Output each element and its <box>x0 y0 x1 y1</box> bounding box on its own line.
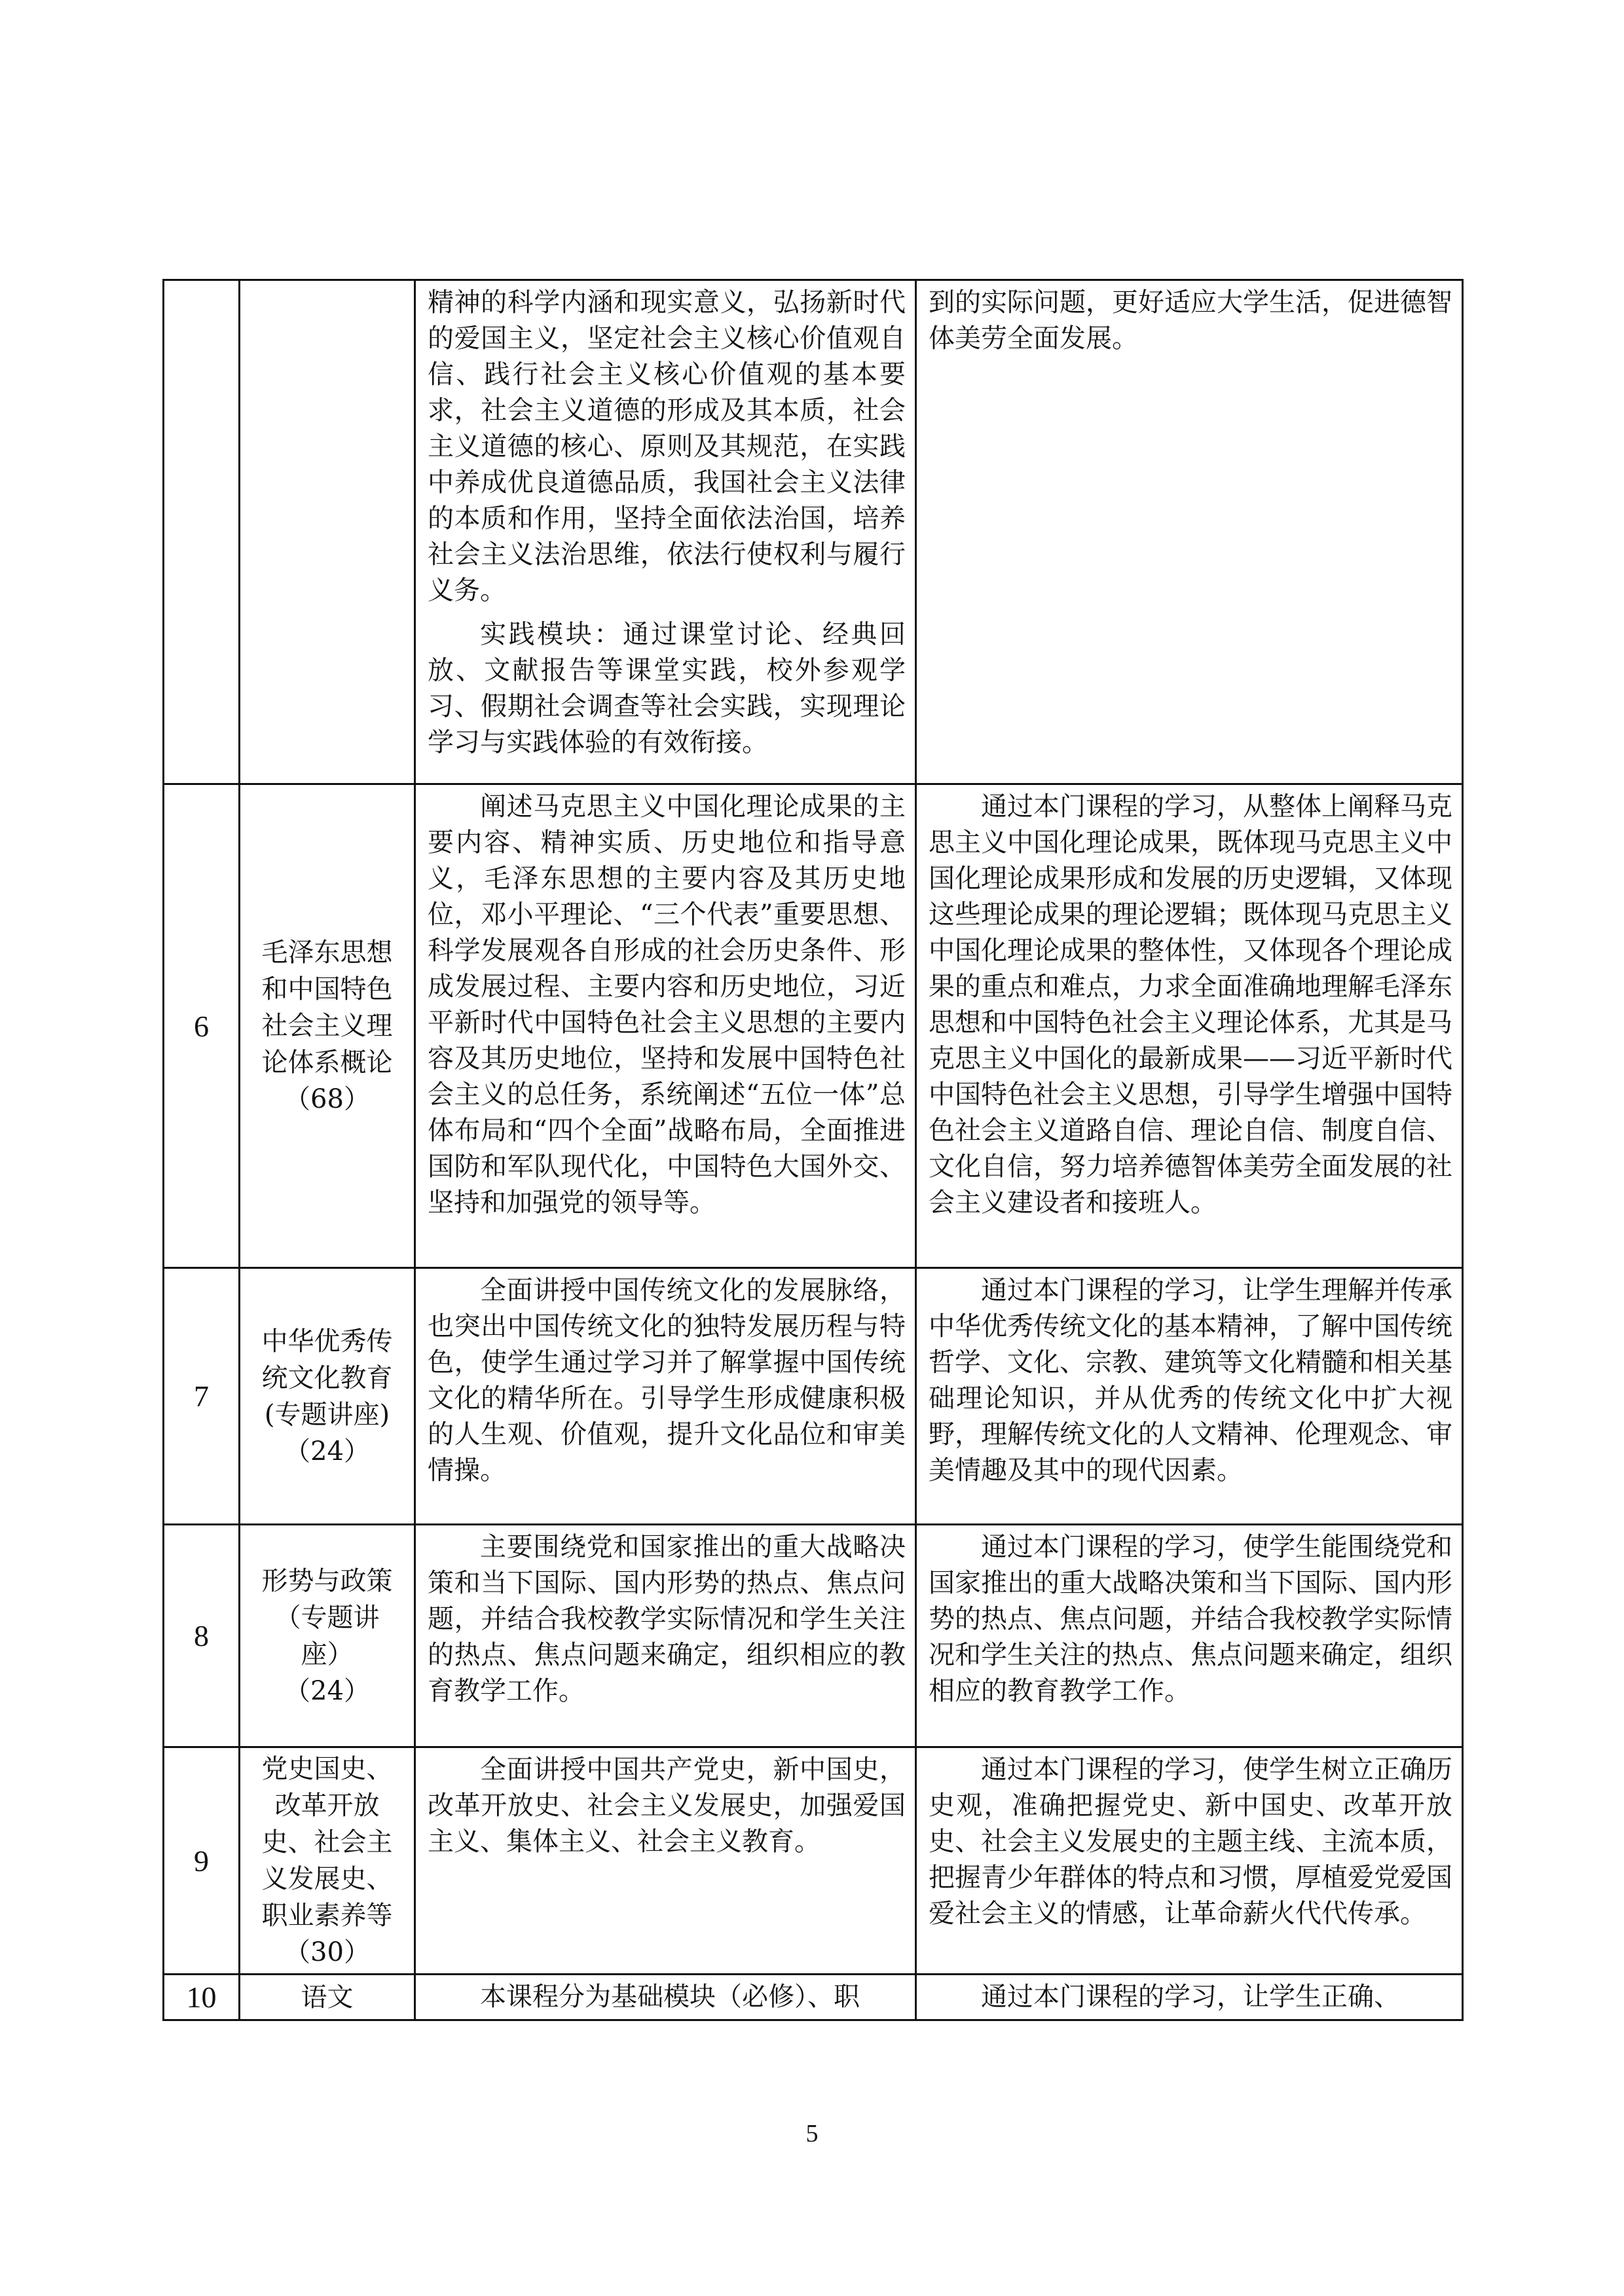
course-number: 6 <box>164 784 240 1268</box>
course-content-cell <box>415 1268 916 1525</box>
course-content-paragraph: 主要围绕党和国家推出的重大战略决策和当下国际、国内形势的热点、焦点问题，并结合我校教学实际情况和学生关注的热点、焦点问题来确定，组织相应的教育教学工作。 <box>428 1532 906 1706</box>
course-name-line: 中华优秀传 <box>261 1326 393 1357</box>
course-name-line: （专题讲 <box>274 1602 380 1633</box>
course-name <box>240 932 414 1120</box>
course-goal-cell <box>916 1268 1463 1525</box>
course-name-line: 社会主义理 <box>261 1011 393 1041</box>
course-content-cell <box>415 1975 916 2020</box>
course-name <box>240 1321 414 1472</box>
course-name-line: （24） <box>284 1436 370 1467</box>
course-name-line: 毛泽东思想 <box>261 938 393 968</box>
course-row <box>164 1525 1463 1747</box>
course-name-line: 改革开放 <box>274 1791 380 1821</box>
course-name <box>240 1977 414 2018</box>
course-content-paragraph: 本课程分为基础模块（必修）、职 <box>480 1982 860 2012</box>
course-content-paragraph: 全面讲授中国传统文化的发展脉络，也突出中国传统文化的独特发展历程与特色，使学生通过学习并了解掌握中国传统文化的精华所在。引导学生形成健康积极的人生观、价值观，提升文化品位和审美情操。 <box>428 1275 906 1485</box>
course-name-line: （68） <box>284 1084 370 1114</box>
course-content-cell <box>415 784 916 1268</box>
course-goal-paragraph: 通过本门课程的学习，让学生理解并传承中华优秀传统文化的基本精神，了解中国传统哲学、文化、宗教、建筑等文化精髓和相关基础理论知识，并从优秀的传统文化中扩大视野，理解传统文化的人文精神、伦理观念、审美情趣及其中的现代因素。 <box>929 1275 1452 1485</box>
course-name-line: 史、社会主 <box>261 1827 393 1857</box>
course-row <box>164 1268 1463 1525</box>
course-name-line: 和中国特色 <box>261 974 393 1004</box>
course-name-line: 形势与政策 <box>261 1565 393 1596</box>
course-name-line: 党史国史、 <box>261 1754 393 1784</box>
course-content-cell <box>415 1747 916 1975</box>
course-number <box>164 280 240 784</box>
course-number: 10 <box>164 1975 240 2020</box>
course-row <box>164 1747 1463 1975</box>
course-name-cell <box>240 784 415 1268</box>
course-name <box>240 1560 414 1712</box>
course-name-cell <box>240 1975 415 2020</box>
course-name-line: 论体系概论 <box>261 1048 393 1078</box>
course-name <box>240 1748 414 1973</box>
course-content-paragraph: 精神的科学内涵和现实意义，弘扬新时代的爱国主义，坚定社会主义核心价值观自信、践行社会主义核心价值观的基本要求，社会主义道德的形成及其本质，社会主义道德的核心、原则及其规范，在实践中养成优良道德品质，我国社会主义法律的本质和作用，坚持全面依法治国，培养社会主义法治思维，依法行使权利与履行义务。 <box>428 287 906 606</box>
course-goal-cell <box>916 784 1463 1268</box>
course-goal-paragraph: 通过本门课程的学习，让学生正确、 <box>981 1982 1400 2012</box>
course-name-line: (专题讲座) <box>264 1399 390 1430</box>
course-table <box>162 279 1464 2021</box>
course-name-line: （24） <box>284 1675 370 1706</box>
course-content-paragraph: 阐述马克思主义中国化理论成果的主要内容、精神实质、历史地位和指导意义，毛泽东思想的主要内容及其历史地位，邓小平理论、“三个代表”重要思想、科学发展观各自形成的社会历史条件、形成发展过程、主要内容和历史地位，习近平新时代中国特色社会主义思想的主要内容及其历史地位，坚持和发展中国特色社会主义的总任务，系统阐述“五位一体”总体布局和“四个全面”战略布局，全面推进国防和军队现代化，中国特色大国外交、坚持和加强党的领导等。 <box>428 792 906 1218</box>
course-goal-paragraph: 通过本门课程的学习，从整体上阐释马克思主义中国化理论成果，既体现马克思主义中国化理论成果形成和发展的历史逻辑，又体现这些理论成果的理论逻辑；既体现马克思主义中国化理论成果的整体性，又体现各个理论成果的重点和难点，力求全面准确地理解毛泽东思想和中国特色社会主义理论体系，尤其是马克思主义中国化的最新成果——习近平新时代中国特色社会主义思想，引导学生增强中国特色社会主义道路自信、理论自信、制度自信、文化自信，努力培养德智体美劳全面发展的社会主义建设者和接班人。 <box>929 792 1452 1218</box>
course-name-line: 座） <box>301 1639 354 1669</box>
course-number: 9 <box>164 1747 240 1975</box>
course-name-line: 语文 <box>301 1982 354 2013</box>
course-goal-cell <box>916 1525 1463 1747</box>
course-content-paragraph: 全面讲授中国共产党史，新中国史，改革开放史、社会主义发展史，加强爱国主义、集体主义、社会主义教育。 <box>428 1755 906 1857</box>
course-goal-cell <box>916 1975 1463 2020</box>
course-name <box>240 530 414 535</box>
course-row <box>164 1975 1463 2020</box>
course-number: 8 <box>164 1525 240 1747</box>
course-name-cell <box>240 1747 415 1975</box>
course-content-cell <box>415 280 916 784</box>
course-goal-cell <box>916 280 1463 784</box>
course-content-paragraph: 实践模块：通过课堂讨论、经典回放、文献报告等课堂实践，校外参观学习、假期社会调查等社会实践，实现理论学习与实践体验的有效衔接。 <box>428 619 906 757</box>
course-name-cell <box>240 1268 415 1525</box>
course-name-line: （30） <box>284 1937 370 1967</box>
course-name-line: 义发展史、 <box>261 1864 393 1894</box>
course-goal-cell <box>916 1747 1463 1975</box>
page-number: 5 <box>805 2120 819 2147</box>
course-goal-paragraph: 到的实际问题，更好适应大学生活，促进德智体美劳全面发展。 <box>929 287 1452 354</box>
course-name-cell <box>240 1525 415 1747</box>
course-content-cell <box>415 1525 916 1747</box>
course-table-body <box>164 280 1463 2020</box>
course-goal-paragraph: 通过本门课程的学习，使学生树立正确历史观，准确把握党史、新中国史、改革开放史、社会主义发展史的主题主线、主流本质，把握青少年群体的特点和习惯，厚植爱党爱国爱社会主义的情感，让革命薪火代代传承。 <box>929 1755 1452 1929</box>
course-row <box>164 280 1463 784</box>
course-name-line: 职业素养等 <box>261 1901 393 1931</box>
course-number: 7 <box>164 1268 240 1525</box>
course-goal-paragraph: 通过本门课程的学习，使学生能围绕党和国家推出的重大战略决策和当下国际、国内形势的热点、焦点问题，并结合我校教学实际情况和学生关注的热点、焦点问题来确定，组织相应的教育教学工作。 <box>929 1532 1452 1706</box>
course-row <box>164 784 1463 1268</box>
course-name-cell <box>240 280 415 784</box>
course-name-line: 统文化教育 <box>261 1362 393 1393</box>
